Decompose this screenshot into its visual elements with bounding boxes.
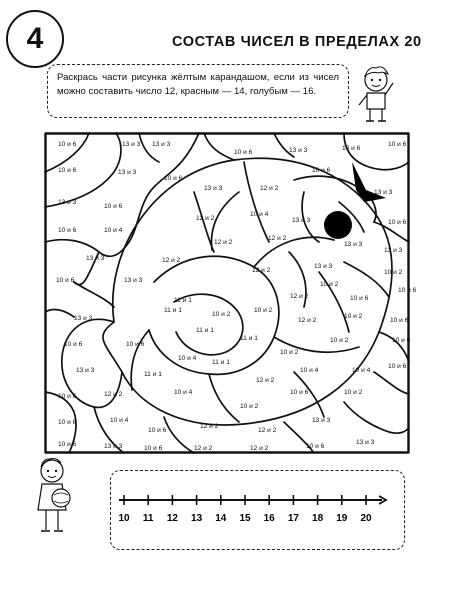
puzzle-cell-label: 10 и 6 [58, 441, 77, 448]
puzzle-cell-label: 10 и 4 [352, 367, 371, 374]
puzzle-cell-label: 13 и 3 [86, 255, 105, 262]
puzzle-region-outline [164, 417, 194, 453]
number-line-tick-label: 15 [239, 513, 251, 524]
number-line-tick-label: 14 [215, 513, 227, 524]
puzzle-cell-label: 12 и 2 [298, 317, 317, 324]
puzzle-cell-label: 10 и 6 [58, 227, 77, 234]
puzzle-cell-label: 13 и 3 [76, 367, 95, 374]
puzzle-region-outline [204, 133, 234, 160]
puzzle-cell-label: 12 и 2 [250, 445, 269, 452]
puzzle-cell-label: 10 и 6 [312, 167, 331, 174]
puzzle-cell-label: 10 и 6 [234, 149, 253, 156]
puzzle-frame [46, 134, 409, 453]
puzzle-cell-label: 13 и 3 [204, 185, 223, 192]
puzzle-cell-label: 10 и 2 [280, 349, 299, 356]
puzzle-cell-label: 10 и 6 [350, 295, 369, 302]
puzzle-cell-label: 12 и 2 [194, 445, 213, 452]
puzzle-cell-label: 10 и 4 [250, 211, 269, 218]
puzzle-cell-label: 12 и 2 [268, 235, 287, 242]
number-line-tick-label: 18 [312, 513, 324, 524]
puzzle-cell-label: 13 и 3 [384, 247, 403, 254]
puzzle-cell-label: 13 и 3 [292, 217, 311, 224]
puzzle-cell-label: 13 и 3 [344, 241, 363, 248]
number-line-tick-label: 16 [263, 513, 275, 524]
puzzle-cell-label: 13 и 3 [289, 147, 308, 154]
puzzle-cell-label: 13 и 3 [124, 277, 143, 284]
puzzle-cell-label: 12 и 2 [290, 293, 309, 300]
puzzle-cell-label: 10 и 6 [342, 145, 361, 152]
puzzle-cell-label: 13 и 3 [122, 141, 141, 148]
puzzle-cell-label: 10 и 2 [330, 337, 349, 344]
puzzle-cell-label: 10 и 2 [320, 281, 339, 288]
number-line [111, 471, 406, 551]
puzzle-cell-label: 10 и 6 [58, 141, 77, 148]
puzzle-cell-label: 13 и 3 [118, 169, 137, 176]
puzzle-cell-label: 13 и 3 [74, 315, 93, 322]
puzzle-cell-label: 10 и 2 [212, 311, 231, 318]
puzzle-cell-label: 10 и 4 [178, 355, 197, 362]
number-line-tick-label: 13 [191, 513, 203, 524]
puzzle-region-outline [374, 372, 409, 394]
puzzle-cell-label: 12 и 2 [104, 391, 123, 398]
color-by-number-picture [44, 132, 417, 454]
puzzle-cell-label: 11 и 1 [240, 335, 258, 342]
puzzle-region-outline [131, 330, 149, 390]
puzzle-cell-label: 10 и 6 [390, 317, 409, 324]
number-line-tick-label: 20 [360, 513, 372, 524]
puzzle-cell-label: 10 и 2 [344, 389, 363, 396]
puzzle-cell-label: 10 и 6 [144, 445, 163, 452]
puzzle-cell-label: 10 и 6 [398, 287, 417, 294]
puzzle-cell-label: 12 и 2 [252, 267, 271, 274]
task-instructions: Раскрась части рисунка жёлтым карандашом, если из чисел можно составить число 12, красным — 14, голубым — 16. [47, 64, 349, 118]
number-line-tick-label: 19 [336, 513, 348, 524]
puzzle-cell-label: 12 и 2 [258, 427, 277, 434]
puzzle-cell-label: 12 и 2 [214, 239, 233, 246]
puzzle-region-outline [45, 133, 199, 256]
puzzle-cell-label: 10 и 6 [306, 443, 325, 450]
fish-eye [324, 211, 352, 239]
puzzle-cell-label: 10 и 6 [148, 427, 167, 434]
boy-illustration [352, 62, 400, 124]
puzzle-cell-label: 11 и 1 [144, 371, 162, 378]
number-line-tick-label: 12 [166, 513, 178, 524]
puzzle-cell-label: 11 и 1 [174, 297, 192, 304]
puzzle-cell-label: 10 и 2 [240, 403, 259, 410]
page-title: СОСТАВ ЧИСЕЛ В ПРЕДЕЛАХ 20 [172, 34, 422, 50]
puzzle-cell-label: 10 и 6 [104, 203, 123, 210]
puzzle-cell-label: 12 и 2 [260, 185, 279, 192]
puzzle-cell-label: 13 и 3 [312, 417, 331, 424]
puzzle-cell-label: 10 и 4 [110, 417, 129, 424]
number-line-panel [110, 470, 405, 550]
puzzle-cell-label: 12 и 2 [196, 215, 215, 222]
girl-with-ball-illustration [28, 455, 84, 537]
puzzle-cell-label: 10 и 6 [64, 341, 83, 348]
puzzle-cell-label: 13 и 3 [314, 263, 333, 270]
puzzle-outlines [45, 133, 409, 453]
puzzle-cell-label: 10 и 6 [164, 175, 183, 182]
puzzle-cell-label: 10 и 4 [104, 227, 123, 234]
puzzle-region-outline [344, 262, 389, 297]
puzzle-cell-label: 13 и 3 [356, 439, 375, 446]
puzzle-cell-label: 10 и 6 [58, 393, 77, 400]
puzzle-cell-label: 11 и 1 [196, 327, 214, 334]
puzzle-cell-label: 12 и 2 [256, 377, 275, 384]
fish-crest [352, 162, 386, 202]
puzzle-cell-label: 11 и 1 [164, 307, 182, 314]
puzzle-cell-label: 10 и 4 [174, 389, 193, 396]
puzzle-cell-label: 10 и 6 [58, 167, 77, 174]
puzzle-cell-label: 10 и 6 [58, 419, 77, 426]
puzzle-cell-label: 13 и 3 [58, 199, 77, 206]
puzzle-cell-label: 10 и 6 [290, 389, 309, 396]
puzzle-cell-label: 13 и 3 [104, 443, 123, 450]
number-line-tick-label: 17 [287, 513, 299, 524]
puzzle-cell-label: 13 и 3 [374, 189, 393, 196]
puzzle-cell-label: 10 и 6 [126, 341, 145, 348]
puzzle-cell-label: 10 и 6 [56, 277, 75, 284]
puzzle-cell-label: 10 и 6 [388, 141, 407, 148]
puzzle-cell-label: 12 и 2 [200, 423, 219, 430]
number-line-tick-label: 10 [118, 513, 130, 524]
puzzle-cell-label: 10 и 2 [254, 307, 273, 314]
page-number: 4 [6, 10, 64, 68]
puzzle-region-outline [74, 282, 114, 307]
puzzle-region-outline [45, 310, 74, 317]
puzzle-cell-label: 10 и 2 [344, 313, 363, 320]
puzzle-region-outline [344, 402, 409, 433]
puzzle-cell-label: 10 и 4 [300, 367, 319, 374]
puzzle-cell-label: 10 и 6 [388, 363, 407, 370]
puzzle-cell-label: 10 и 2 [384, 269, 403, 276]
puzzle-cell-label: 10 и 6 [388, 219, 407, 226]
puzzle-cell-label: 10 и 6 [392, 337, 411, 344]
number-line-tick-label: 11 [142, 513, 154, 524]
puzzle-cell-label: 11 и 1 [212, 359, 230, 366]
puzzle-region-outline [209, 374, 239, 422]
puzzle-cell-label: 13 и 3 [152, 141, 171, 148]
puzzle-region-outline [244, 162, 269, 242]
puzzle-cell-label: 12 и 2 [162, 257, 181, 264]
